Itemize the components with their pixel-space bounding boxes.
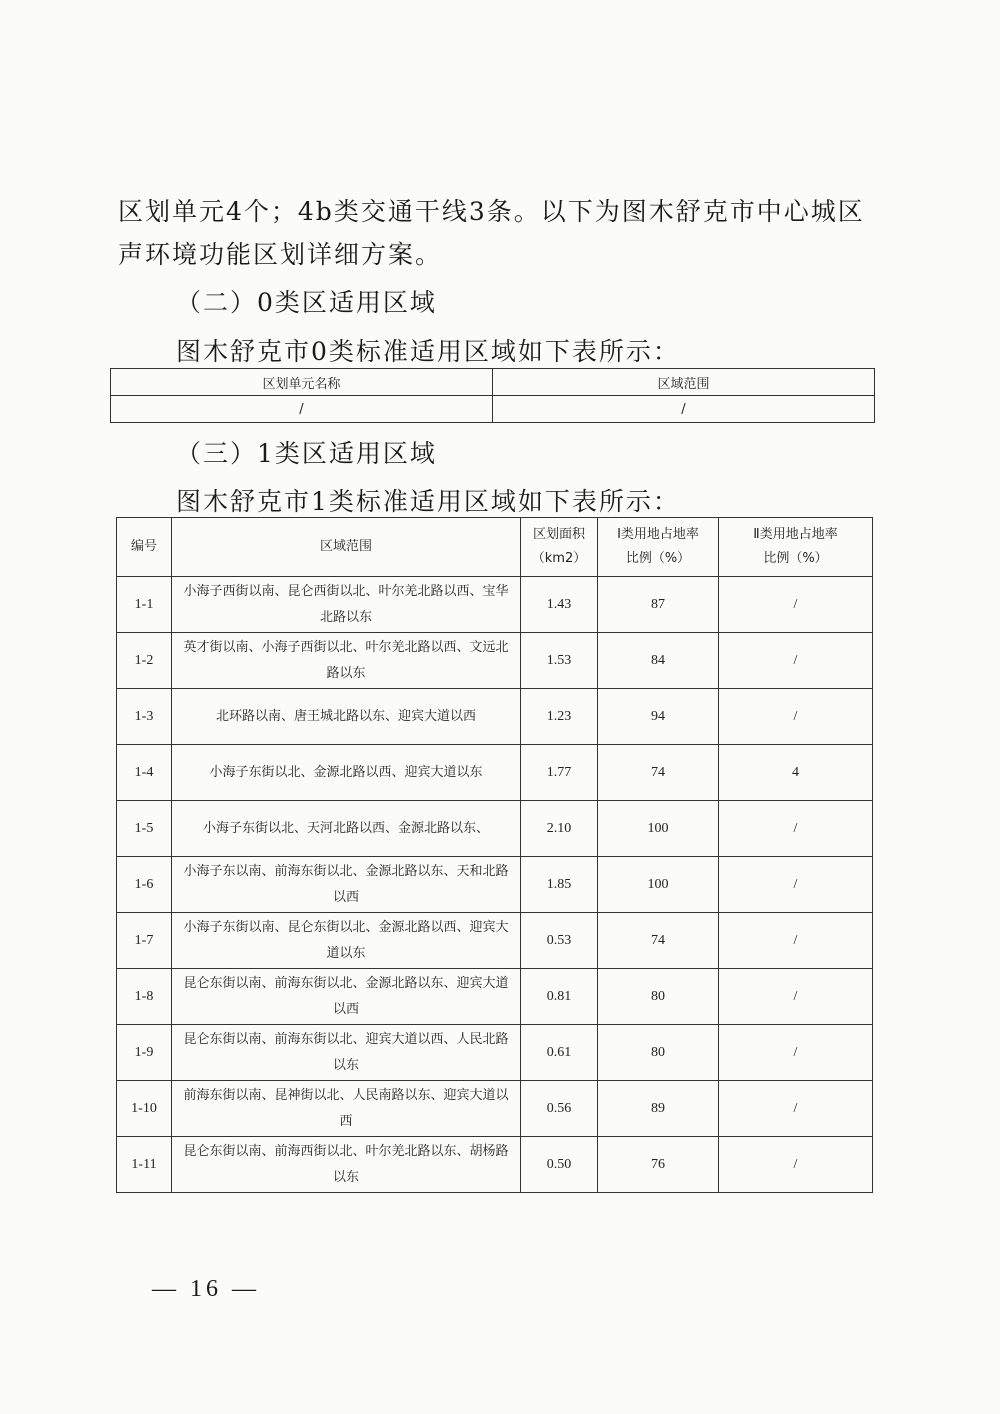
row-id-cell: 1-2 — [117, 633, 172, 689]
row-class2-cell: / — [719, 1025, 873, 1081]
class2-column-header — [719, 518, 873, 577]
row-class1-cell: 87 — [598, 577, 719, 633]
column-header: 区划单元名称 — [111, 369, 493, 396]
row-area-cell: 1.43 — [521, 577, 598, 633]
table-cell: / — [111, 396, 493, 423]
row-area-cell: 1.23 — [521, 689, 598, 745]
row-area-cell: 0.81 — [521, 969, 598, 1025]
table-header-row — [111, 369, 875, 396]
row-range-cell: 小海子西街以南、昆仑西街以北、叶尔羌北路以西、宝华北路以东 — [172, 577, 521, 633]
row-range-cell: 昆仑东街以南、前海东街以北、金源北路以东、迎宾大道以西 — [172, 969, 521, 1025]
row-range-cell: 小海子东以南、前海东街以北、金源北路以东、天和北路以西 — [172, 857, 521, 913]
class2-header-line1: Ⅱ类用地占地率 — [753, 527, 838, 542]
row-class1-cell: 100 — [598, 801, 719, 857]
row-class2-cell: / — [719, 689, 873, 745]
class1-header-line2: 比例（%） — [625, 551, 691, 566]
row-id-cell: 1-4 — [117, 745, 172, 801]
area-header-unit: （km2） — [531, 551, 587, 566]
row-id-cell: 1-6 — [117, 857, 172, 913]
table-row — [117, 745, 873, 801]
row-area-cell: 0.53 — [521, 913, 598, 969]
row-class1-cell: 80 — [598, 1025, 719, 1081]
range-column-header: 区域范围 — [172, 518, 521, 577]
row-id-cell: 1-10 — [117, 1081, 172, 1137]
row-area-cell: 1.77 — [521, 745, 598, 801]
row-id-cell: 1-8 — [117, 969, 172, 1025]
id-column-header: 编号 — [117, 518, 172, 577]
row-class2-cell: 4 — [719, 745, 873, 801]
row-area-cell: 0.56 — [521, 1081, 598, 1137]
section-2-intro: 图木舒克市0类标准适用区域如下表所示： — [176, 337, 680, 366]
row-id-cell: 1-3 — [117, 689, 172, 745]
row-area-cell: 0.61 — [521, 1025, 598, 1081]
row-id-cell: 1-5 — [117, 801, 172, 857]
area-header-label: 区划面积 — [532, 527, 585, 542]
class1-column-header — [598, 518, 719, 577]
row-range-cell: 昆仑东街以南、前海西街以北、叶尔羌北路以东、胡杨路以东 — [172, 1137, 521, 1193]
section-3-heading: （三）1类区适用区域 — [176, 439, 437, 468]
table-row — [117, 1137, 873, 1193]
table-row — [117, 1081, 873, 1137]
table-header-row — [117, 518, 873, 577]
table-row — [117, 1025, 873, 1081]
table-cell: / — [493, 396, 875, 423]
page-number: — 16 — — [152, 1276, 260, 1302]
row-class2-cell: / — [719, 633, 873, 689]
class1-header-line1: Ⅰ类用地占地率 — [617, 527, 699, 542]
table-row — [117, 801, 873, 857]
row-class1-cell: 94 — [598, 689, 719, 745]
class-1-table — [116, 517, 873, 1193]
section-2-heading: （二）0类区适用区域 — [176, 288, 437, 317]
row-id-cell: 1-7 — [117, 913, 172, 969]
row-area-cell: 0.50 — [521, 1137, 598, 1193]
row-class2-cell: / — [719, 969, 873, 1025]
column-header: 区域范围 — [493, 369, 875, 396]
row-class2-cell: / — [719, 577, 873, 633]
row-class1-cell: 74 — [598, 745, 719, 801]
row-class1-cell: 100 — [598, 857, 719, 913]
row-class2-cell: / — [719, 801, 873, 857]
row-id-cell: 1-9 — [117, 1025, 172, 1081]
table-row — [117, 969, 873, 1025]
table-body — [117, 577, 873, 1193]
row-range-cell: 小海子东街以北、金源北路以西、迎宾大道以东 — [172, 745, 521, 801]
row-range-cell: 前海东街以南、昆神街以北、人民南路以东、迎宾大道以西 — [172, 1081, 521, 1137]
class2-header-line2: 比例（%） — [763, 551, 828, 566]
section-3-intro: 图木舒克市1类标准适用区域如下表所示： — [176, 487, 680, 516]
row-id-cell: 1-1 — [117, 577, 172, 633]
table-row — [117, 913, 873, 969]
row-id-cell: 1-11 — [117, 1137, 172, 1193]
row-range-cell: 英才街以南、小海子西街以北、叶尔羌北路以西、文远北路以东 — [172, 633, 521, 689]
row-area-cell: 1.53 — [521, 633, 598, 689]
table-row — [117, 577, 873, 633]
row-area-cell: 2.10 — [521, 801, 598, 857]
row-range-cell: 昆仑东街以南、前海东街以北、迎宾大道以西、人民北路以东 — [172, 1025, 521, 1081]
row-area-cell: 1.85 — [521, 857, 598, 913]
table-row — [117, 633, 873, 689]
area-column-header — [521, 518, 598, 577]
row-range-cell: 小海子东街以南、昆仑东街以北、金源北路以西、迎宾大道以东 — [172, 913, 521, 969]
row-range-cell: 小海子东街以北、天河北路以西、金源北路以东、 — [172, 801, 521, 857]
table-row — [111, 396, 875, 423]
table-row — [117, 857, 873, 913]
row-class1-cell: 74 — [598, 913, 719, 969]
row-class1-cell: 80 — [598, 969, 719, 1025]
row-class1-cell: 89 — [598, 1081, 719, 1137]
intro-paragraph: 区划单元4个；4b类交通干线3条。以下为图木舒克市中心城区声环境功能区划详细方案。 — [118, 197, 865, 269]
row-class2-cell: / — [719, 1081, 873, 1137]
row-class2-cell: / — [719, 913, 873, 969]
row-class1-cell: 84 — [598, 633, 719, 689]
class-0-table — [110, 368, 875, 423]
row-class1-cell: 76 — [598, 1137, 719, 1193]
row-class2-cell: / — [719, 857, 873, 913]
row-class2-cell: / — [719, 1137, 873, 1193]
table-row — [117, 689, 873, 745]
row-range-cell: 北环路以南、唐王城北路以东、迎宾大道以西 — [172, 689, 521, 745]
